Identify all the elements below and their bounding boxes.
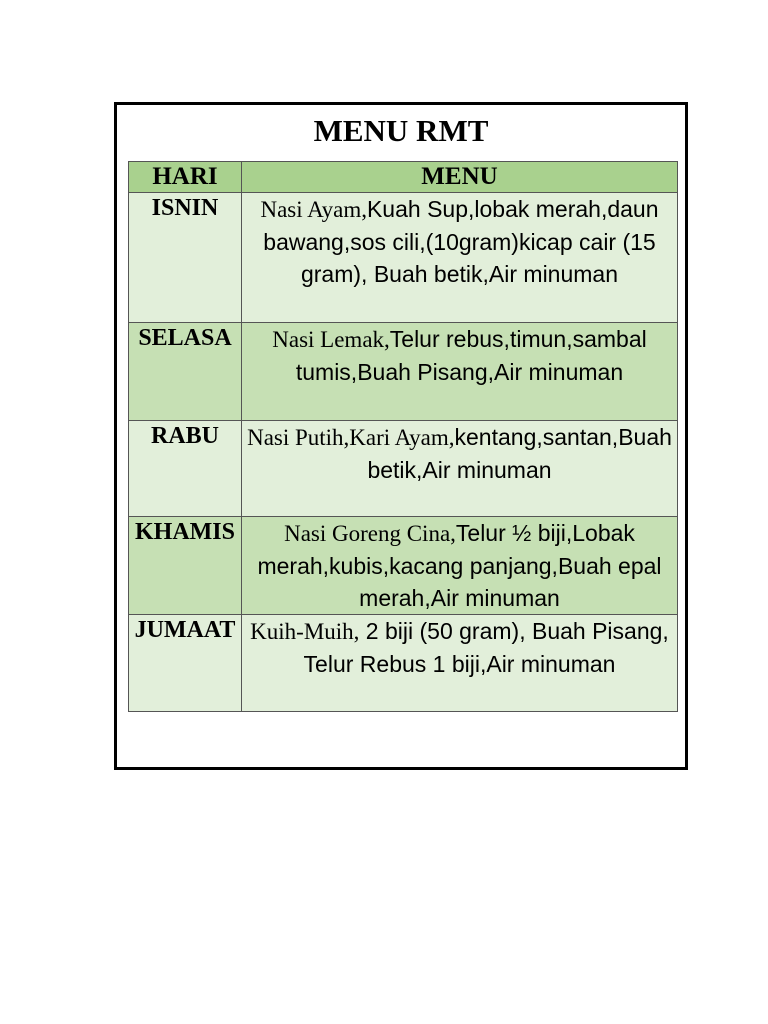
- table-row: [129, 615, 678, 712]
- menu-cell: [242, 193, 678, 323]
- page-title: MENU RMT: [313, 113, 489, 148]
- menu-rest-text: Telur ½ biji,Lobak merah,kubis,kacang panjang,Buah epal merah,Air minuman: [257, 520, 662, 611]
- menu-table: [128, 161, 678, 712]
- menu-cell: [242, 615, 678, 712]
- menu-cell: [242, 517, 678, 615]
- table-row: [129, 517, 678, 615]
- header-menu: MENU: [242, 162, 678, 193]
- menu-rest-text: kentang,santan,Buah betik,Air minuman: [367, 424, 672, 483]
- table-row: [129, 323, 678, 421]
- menu-lead-text: Nasi Ayam,: [260, 197, 367, 222]
- menu-rest-text: 2 biji (50 gram), Buah Pisang, Telur Rebus 1 biji,Air minuman: [303, 618, 669, 677]
- table-row: [129, 421, 678, 517]
- menu-lead-text: Kuih-Muih,: [250, 619, 360, 644]
- menu-cell: [242, 323, 678, 421]
- day-cell: JUMAAT: [129, 615, 242, 712]
- day-cell: RABU: [129, 421, 242, 517]
- table-row: [129, 193, 678, 323]
- menu-rest-text: Kuah Sup,lobak merah,daun bawang,sos cili,(10gram)kicap cair (15 gram), Buah betik,Air minuman: [263, 196, 659, 287]
- header-day: HARI: [129, 162, 242, 193]
- menu-cell: [242, 421, 678, 517]
- menu-lead-text: Nasi Putih,Kari Ayam,: [247, 425, 455, 450]
- day-cell: SELASA: [129, 323, 242, 421]
- menu-rest-text: Telur rebus,timun,sambal tumis,Buah Pisang,Air minuman: [295, 326, 647, 385]
- day-cell: KHAMIS: [129, 517, 242, 615]
- table-header-row: [129, 162, 678, 193]
- day-cell: ISNIN: [129, 193, 242, 323]
- menu-frame: [114, 102, 688, 770]
- menu-lead-text: Nasi Goreng Cina,: [284, 521, 456, 546]
- menu-lead-text: Nasi Lemak,: [272, 327, 390, 352]
